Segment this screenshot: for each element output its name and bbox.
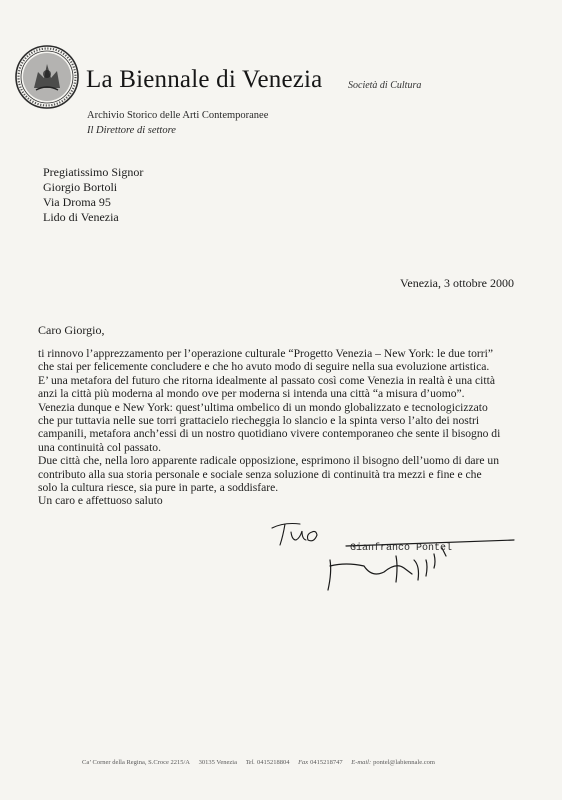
footer-tel-label: Tel. [245, 759, 255, 766]
body-line: che pur tuttavia nelle sue torri grattacielo riecheggia lo slancio e la spinta verso l’alto dei nostri [38, 414, 480, 428]
body-line: ti rinnovo l’apprezzamento per l’operazione culturale “Progetto Venezia – New York: le due torri” [38, 347, 493, 360]
letter-date: Venezia, 3 ottobre 2000 [400, 276, 514, 290]
body-line: Due città che, nella loro apparente radicale opposizione, esprimono il bisogno dell’uomo di dare un [38, 454, 500, 468]
letter-body [38, 347, 528, 508]
sender-role: Il Direttore di settore [87, 125, 176, 136]
recipient-line: Giorgio Bortoli [43, 180, 118, 194]
body-line: una continuità col passato. [38, 440, 161, 454]
body-line: solo la cultura riesce, sia pure in parte, a soddisfare. [38, 481, 279, 495]
body-line: campanili, metafora anch’essi di un nostro quotidiano vivere contemporaneo che sente il bisogno di [38, 427, 501, 441]
footer-tel: 0415218804 [256, 759, 290, 766]
letterhead-footer [82, 759, 502, 766]
handwritten-tuo-note [272, 524, 317, 546]
body-line: anzi la città più moderna al mondo ove per moderna si intenda una città “a misura d’uomo”. [38, 387, 465, 401]
body-line: Venezia dunque e New York: quest’ultima ombelico di un mondo globalizzato e tecnologicizzato [38, 400, 488, 414]
footer-email-label: E-mail: [351, 759, 372, 766]
body-line: E’ una metafora del futuro che ritorna idealmente al passato così come Venezia in realtà è una città [38, 373, 495, 387]
body-line: che stai per felicemente concludere e che ho avuto modo di seguire nella sua evoluzione artistica. [38, 360, 490, 374]
salutation: Caro Giorgio, [38, 323, 105, 337]
recipient-line: Via Droma 95 [43, 195, 111, 209]
body-line: contributo alla sua storia personale e sociale senza soluzione di continuità tra mezzi e fine e che [38, 467, 482, 481]
organization-name: La Biennale di Venezia [86, 66, 323, 93]
footer-city: 30135 Venezia [198, 759, 237, 766]
recipient-line: Lido di Venezia [43, 210, 119, 224]
footer-fax: 0415218747 [310, 759, 343, 766]
footer-address: Ca’ Corner della Regina, S.Croce 2215/A [82, 759, 191, 766]
organization-subtitle: Società di Cultura [348, 80, 422, 91]
body-line: Un caro e affettuoso saluto [38, 494, 163, 508]
recipient-line: Pregiatissimo Signor [43, 165, 144, 179]
department-name: Archivio Storico delle Arti Contemporanee [87, 110, 269, 121]
footer-email[interactable]: pontel@labiennale.com [373, 759, 435, 766]
footer-fax-label: Fax [298, 759, 309, 766]
recipient-address-block [43, 165, 143, 225]
typed-signer-name: Gianfranco Pontel [350, 543, 453, 554]
biennale-seal-logo [14, 44, 80, 110]
